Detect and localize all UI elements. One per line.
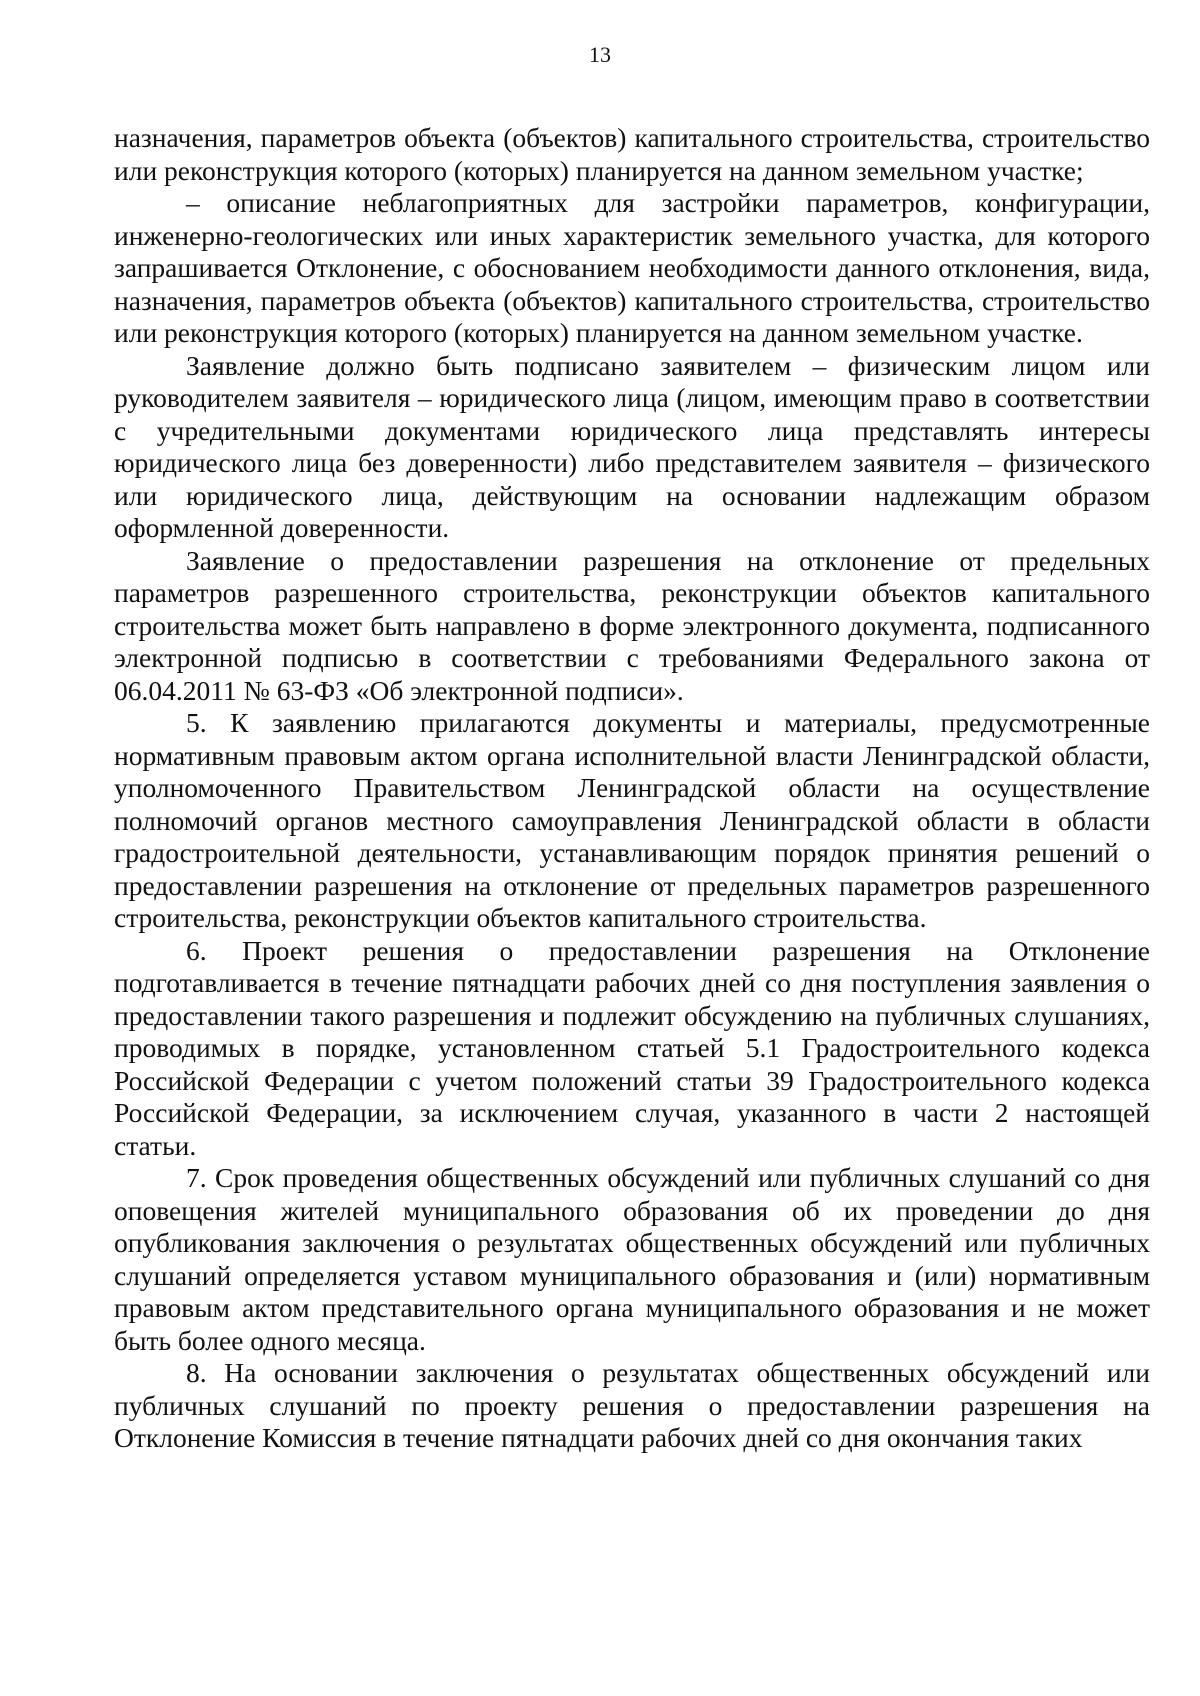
paragraph-continuation: назначения, параметров объекта (объектов) капитального строительства, строительство или реконструкция которого (которых) планируется на данном земельном участке;	[114, 122, 1150, 186]
paragraph-list-item: – описание неблагоприятных для застройки параметров, конфигурации, инженерно-геологических или иных характеристик земельного участка, для которого запрашивается Отклонение, с обоснованием необходимости данного отклонения, вида, назначения, параметров объекта (объектов) капитального строительства, строительство или реконструкция которого (которых) планируется на данном земельном участке.	[114, 187, 1150, 348]
paragraph-clause-6: 6. Проект решения о предоставлении разрешения на Отклонение подготавливается в течение пятнадцати рабочих дней со дня поступления заявления о предоставлении такого разрешения и подлежит обсуждению на публичных слушаниях, проводимых в порядке, установленном статьей 5.1 Градостроительного кодекса Российской Федерации с учетом положений статьи 39 Градостроительного кодекса Российской Федерации, за исключением случая, указанного в части 2 настоящей статьи.	[114, 934, 1150, 1161]
paragraph-clause-7: 7. Срок проведения общественных обсуждений или публичных слушаний со дня оповещения жителей муниципального образования об их проведении до дня опубликования заключения о результатах общественных обсуждений или публичных слушаний определяется уставом муниципального образования и (или) нормативным правовым актом представительного органа муниципального образования и не может быть более одного месяца.	[114, 1162, 1150, 1356]
document-body	[114, 122, 1150, 1455]
paragraph-clause-5: 5. К заявлению прилагаются документы и материалы, предусмотренные нормативным правовым актом органа исполнительной власти Ленинградской области, уполномоченного Правительством Ленинградской области на осуществление полномочий органов местного самоуправления Ленинградской области в области градостроительной деятельности, устанавливающим порядок принятия решений о предоставлении разрешения на отклонение от предельных параметров разрешенного строительства, реконструкции объектов капитального строительства.	[114, 707, 1150, 933]
paragraph-electronic-submission: Заявление о предоставлении разрешения на отклонение от предельных параметров разрешенного строительства, реконструкции объектов капитального строительства может быть направлено в форме электронного документа, подписанного электронной подписью в соответствии с требованиями Федерального закона от 06.04.2011 № 63-ФЗ «Об электронной подписи».	[114, 544, 1150, 706]
page-number: 13	[589, 42, 611, 67]
paragraph-clause-8: 8. На основании заключения о результатах общественных обсуждений или публичных слушаний по проекту решения о предоставлении разрешения на Отклонение Комиссия в течение пятнадцати рабочих дней со дня окончания таких	[114, 1357, 1150, 1453]
paragraph-signature-requirements: Заявление должно быть подписано заявителем – физическим лицом или руководителем заявителя – юридического лица (лицом, имеющим право в соответствии с учредительными документами юридического лица представлять интересы юридического лица без доверенности) либо представителем заявителя – физического или юридического лица, действующим на основании надлежащим образом оформленной доверенности.	[114, 349, 1150, 543]
